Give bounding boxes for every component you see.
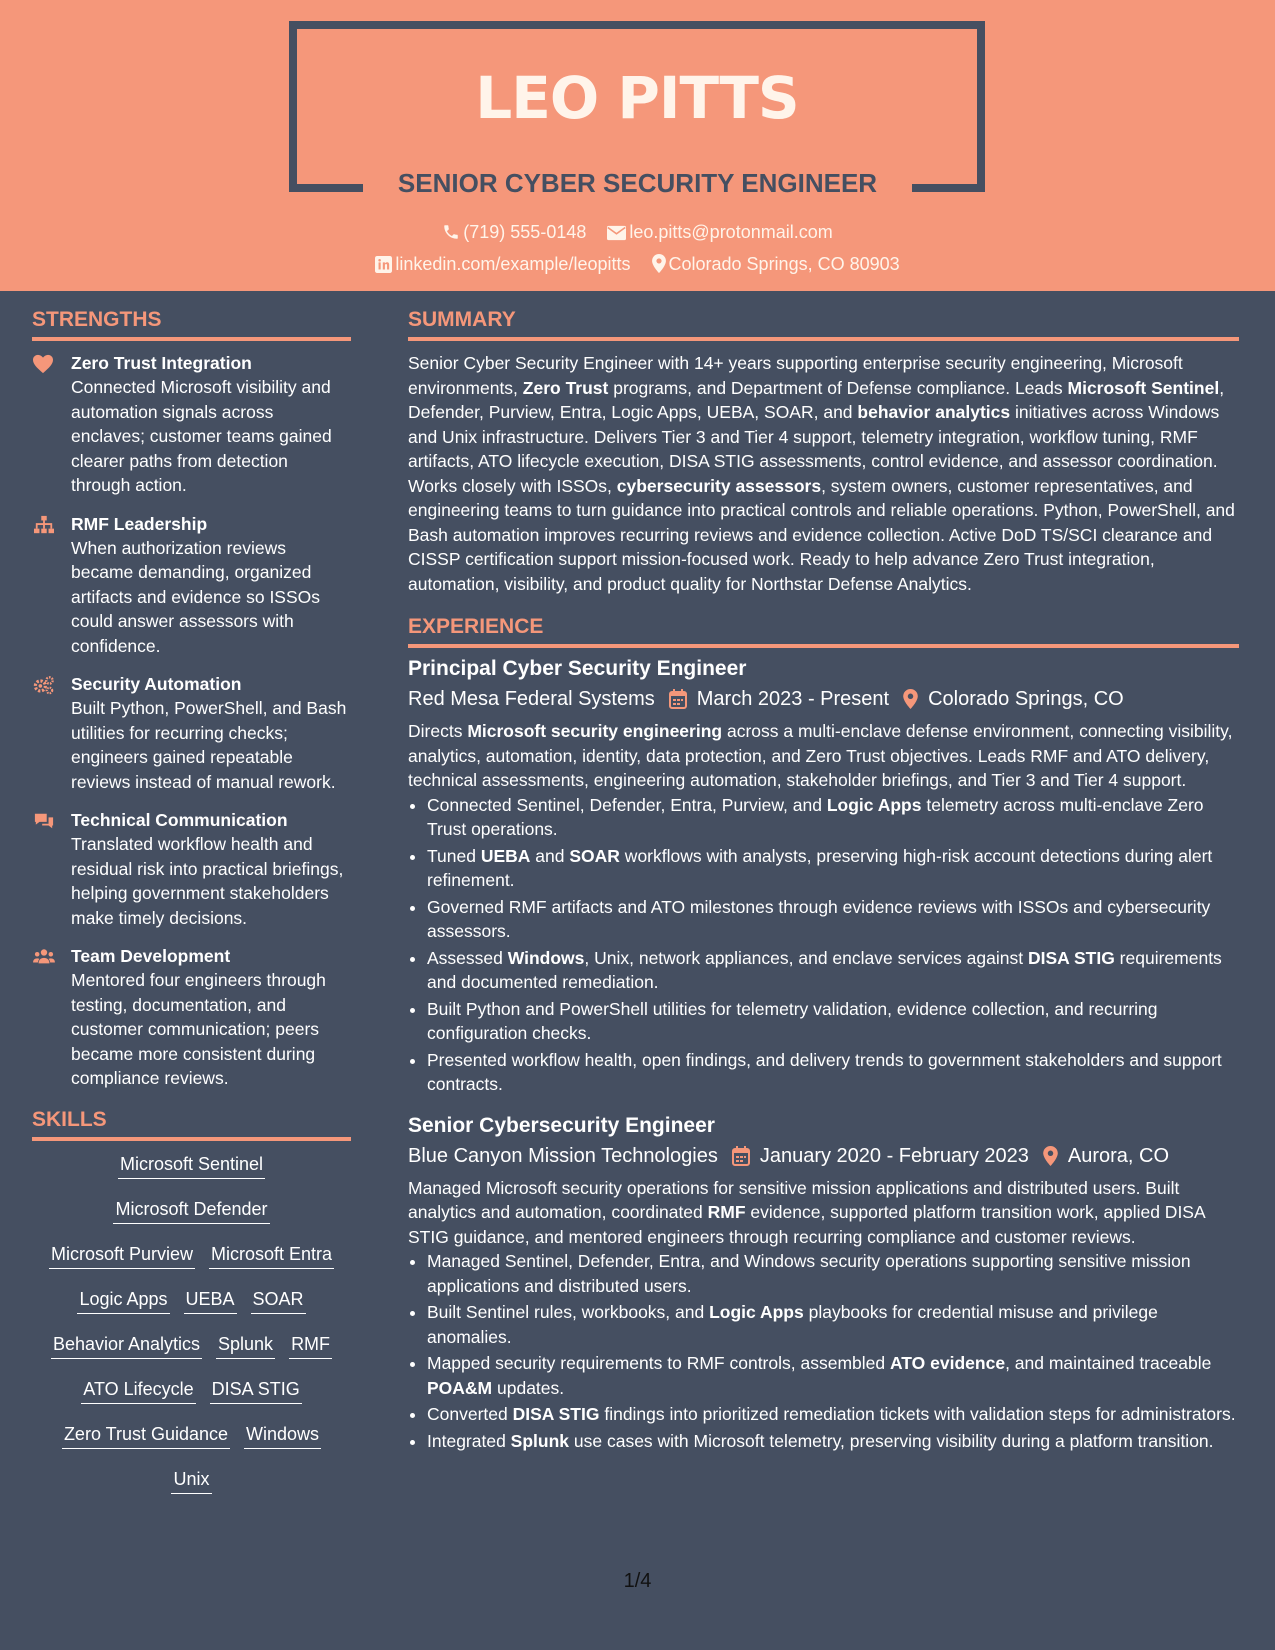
skill-row xyxy=(32,1376,351,1404)
skill-row xyxy=(32,1151,351,1179)
text-run: Assessed xyxy=(427,947,508,968)
gears-icon xyxy=(32,675,56,695)
text-run: , Defender, Purview, Entra, Logic Apps, UEBA, SOAR, and xyxy=(408,377,1225,422)
strength-title: RMF Leadership xyxy=(71,513,208,534)
bold-text: DISA STIG xyxy=(512,1404,600,1424)
job-company: Red Mesa Federal Systems xyxy=(408,688,655,710)
job-bullet xyxy=(427,1249,1239,1298)
strength-item xyxy=(32,672,351,794)
text-run: Presented workflow health, open findings, and delivery trends to government stakeholders and support contracts. xyxy=(427,1049,1222,1094)
job-bullet xyxy=(427,997,1239,1046)
text-run: Directs xyxy=(408,721,468,741)
skill-row xyxy=(32,1466,351,1494)
contact-row-1 xyxy=(0,220,1275,244)
map-marker-icon xyxy=(1043,1146,1058,1166)
job-bullet xyxy=(427,946,1239,995)
map-marker-icon xyxy=(903,689,918,709)
text-run: updates. xyxy=(492,1377,565,1398)
calendar-icon xyxy=(669,689,687,709)
text-run: programs, and Department of Defense compliance. Leads xyxy=(608,377,1068,398)
strength-item xyxy=(32,512,351,659)
text-run: Integrated xyxy=(427,1430,511,1451)
skill-tag: UEBA xyxy=(184,1286,237,1314)
job-bullet xyxy=(427,895,1239,944)
users-icon xyxy=(32,947,56,967)
text-run: across a multi-enclave defense environment, connecting visibility, analytics, automation, identity, data protection, and Zero Trust objectives. Leads RMF and ATO delivery, technical assessments, engineering automation, stakeholder briefings, and Tier 3 and Tier 4 support. xyxy=(408,721,1233,790)
right-column xyxy=(408,305,1239,1455)
text-run: Managed Microsoft security operations for sensitive mission applications and distributed users. Built analytics and automation, coordinated xyxy=(408,1177,1180,1222)
candidate-role: SENIOR CYBER SECURITY ENGINEER xyxy=(397,168,878,198)
skill-row xyxy=(32,1286,351,1314)
job-bullets xyxy=(408,1249,1239,1453)
sitemap-icon xyxy=(32,515,56,535)
text-run: Tuned xyxy=(427,845,481,866)
skill-row xyxy=(32,1331,351,1359)
job-title: Senior Cybersecurity Engineer xyxy=(408,1113,715,1137)
text-run: Managed Sentinel, Defender, Entra, and Windows security operations supporting sensitive mission applications and distributed users. xyxy=(427,1251,1191,1296)
bold-text: Splunk xyxy=(510,1430,570,1451)
text-run: , Unix, network appliances, and enclave services against xyxy=(584,947,1028,968)
job-bullet xyxy=(427,1300,1239,1349)
bold-text: ATO evidence xyxy=(889,1353,1006,1373)
bold-text: Microsoft security engineering xyxy=(467,721,723,741)
bold-text: behavior analytics xyxy=(857,402,1011,422)
skill-tag: RMF xyxy=(289,1331,332,1359)
phone-contact xyxy=(442,222,591,242)
strength-title: Zero Trust Integration xyxy=(71,353,252,373)
job-intro xyxy=(408,719,1239,793)
job-intro xyxy=(408,1176,1239,1250)
email-contact[interactable] xyxy=(607,222,832,242)
job-entry xyxy=(408,654,1239,1097)
header-frame-corner-left xyxy=(289,184,363,192)
text-run: Mapped security requirements to RMF controls, assembled xyxy=(427,1353,890,1373)
skills-heading: SKILLS xyxy=(32,1105,351,1141)
text-run: initiatives across Windows and Unix infrastructure. Delivers Tier 3 and Tier 4 support, telemetry integration, workflow tuning, RMF artifacts, ATO lifecycle execution, DISA STIG assessments, control evidence, and assessor coordination. Works closely with ISSOs, xyxy=(408,402,1220,496)
text-run: telemetry across multi-enclave Zero Trust operations. xyxy=(427,794,1204,839)
skill-tag: Zero Trust Guidance xyxy=(62,1421,230,1449)
skill-tag: Logic Apps xyxy=(77,1286,169,1314)
bold-text: Windows xyxy=(507,947,585,968)
summary-text xyxy=(408,351,1239,596)
bold-text: Logic Apps xyxy=(709,1302,804,1322)
text-run: Converted xyxy=(427,1404,513,1424)
skill-tag: Microsoft Sentinel xyxy=(118,1151,265,1179)
job-bullet xyxy=(427,1351,1239,1400)
location-contact xyxy=(652,254,900,274)
skill-tag: Behavior Analytics xyxy=(51,1331,202,1359)
skills-list xyxy=(32,1151,351,1494)
skill-tag: Microsoft Purview xyxy=(49,1241,195,1269)
bold-text: POA&M xyxy=(427,1377,493,1398)
strength-item xyxy=(32,944,351,1091)
skill-tag: Splunk xyxy=(216,1331,275,1359)
bold-text: UEBA xyxy=(480,845,531,866)
envelope-icon xyxy=(607,225,626,241)
candidate-name: LEO PITTS xyxy=(475,64,799,132)
job-bullet xyxy=(427,793,1239,842)
skill-row xyxy=(32,1421,351,1449)
skill-tag: Microsoft Entra xyxy=(209,1241,334,1269)
comments-icon xyxy=(32,811,56,831)
skill-tag: Windows xyxy=(244,1421,321,1449)
map-marker-icon xyxy=(652,254,666,273)
phone-icon xyxy=(442,223,460,241)
linkedin-contact[interactable] xyxy=(375,254,635,274)
job-meta xyxy=(408,1141,1239,1171)
skill-tag: Microsoft Defender xyxy=(113,1196,269,1224)
strength-description: When authorization reviews became demanding, organized artifacts and evidence so ISSOs could answer assessors with confidence. xyxy=(71,537,321,656)
strength-title: Technical Communication xyxy=(71,810,288,830)
job-bullets xyxy=(408,793,1239,1097)
text-run: , system owners, customer representatives, and engineering teams to turn guidance into practical controls and reliable operations. Python, PowerShell, and Bash automation improves recurring reviews and evidence collection. Active DoD TS/SCI clearance and CISSP certification support mission-focused work. Ready to help advance Zero Trust integration, automation, visibility, and product quality for Northstar Defense Analytics. xyxy=(408,475,1235,594)
skill-tag: ATO Lifecycle xyxy=(81,1376,195,1404)
text-run: Built Sentinel rules, workbooks, and xyxy=(427,1302,710,1322)
left-column xyxy=(32,305,351,1511)
job-bullet xyxy=(427,1429,1239,1454)
text-run: findings into prioritized remediation tickets with validation steps for administrators. xyxy=(599,1404,1236,1424)
header-frame-corner-right xyxy=(912,184,985,192)
bold-text: cybersecurity assessors xyxy=(616,475,822,496)
strength-description: Mentored four engineers through testing, documentation, and customer communication; peers became more consistent during compliance reviews. xyxy=(71,970,326,1088)
skill-tag: DISA STIG xyxy=(210,1376,302,1404)
strength-description: Connected Microsoft visibility and automation signals across enclaves; customer teams gained clearer paths from detection through action. xyxy=(71,377,332,495)
text-run: Governed RMF artifacts and ATO milestones through evidence reviews with ISSOs and cybersecurity assessors. xyxy=(427,896,1211,941)
text-run: workflows with analysts, preserving high-risk account detections during alert refinement. xyxy=(427,845,1213,890)
job-company: Blue Canyon Mission Technologies xyxy=(408,1144,718,1167)
job-dates: January 2020 - February 2023 xyxy=(732,1141,1029,1171)
skill-tag: SOAR xyxy=(251,1286,306,1314)
linkedin-text: linkedin.com/example/leopitts xyxy=(395,254,631,274)
heart-icon xyxy=(32,354,56,374)
text-run: evidence, supported platform transition work, applied DISA STIG guidance, and mentored engineers through recurring compliance and customer reviews. xyxy=(408,1202,1205,1247)
text-run: Built Python and PowerShell utilities for telemetry validation, evidence collection, and recurring configuration checks. xyxy=(427,998,1158,1043)
calendar-icon xyxy=(732,1146,750,1166)
text-run: Senior Cyber Security Engineer with 14+ years supporting enterprise security engineering, Microsoft environments, xyxy=(408,353,1183,398)
text-run: Connected Sentinel, Defender, Entra, Purview, and xyxy=(427,794,827,815)
text-run: use cases with Microsoft telemetry, preserving visibility during a platform transition. xyxy=(569,1430,1214,1451)
summary-heading: SUMMARY xyxy=(408,305,1239,341)
job-bullet xyxy=(427,1048,1239,1097)
bold-text: DISA STIG xyxy=(1027,947,1115,968)
skill-row xyxy=(32,1241,351,1269)
job-title: Principal Cyber Security Engineer xyxy=(408,657,747,680)
resume-header xyxy=(0,0,1275,291)
job-bullet xyxy=(427,1402,1239,1427)
strength-description: Translated workflow health and residual risk into practical briefings, helping government stakeholders make timely decisions. xyxy=(71,834,344,928)
linkedin-icon xyxy=(375,256,392,273)
job-dates: March 2023 - Present xyxy=(669,684,889,714)
email-text: leo.pitts@protonmail.com xyxy=(629,222,833,242)
strengths-heading: STRENGTHS xyxy=(32,305,351,341)
strength-description: Built Python, PowerShell, and Bash utilities for recurring checks; engineers gained repeatable reviews instead of manual rework. xyxy=(71,698,347,792)
strength-item xyxy=(32,351,351,498)
skill-tag: Unix xyxy=(171,1466,211,1494)
bold-text: Logic Apps xyxy=(826,794,922,815)
strength-title: Team Development xyxy=(71,946,231,966)
strength-title: Security Automation xyxy=(71,674,242,694)
phone-text: (719) 555-0148 xyxy=(463,222,587,242)
job-bullet xyxy=(427,844,1239,893)
text-run: and xyxy=(530,845,570,866)
bold-text: SOAR xyxy=(569,845,620,866)
page-indicator: 1/4 xyxy=(623,1570,652,1592)
job-location: Colorado Springs, CO xyxy=(903,684,1124,714)
text-run: playbooks for credential misuse and privilege anomalies. xyxy=(427,1302,1158,1347)
skill-row xyxy=(32,1196,351,1224)
text-run: requirements and documented remediation. xyxy=(427,947,1222,992)
bold-text: Zero Trust xyxy=(522,377,609,398)
experience-list xyxy=(408,654,1239,1453)
strengths-list xyxy=(32,351,351,1091)
experience-heading: EXPERIENCE xyxy=(408,612,1239,648)
strength-item xyxy=(32,808,351,930)
job-location: Aurora, CO xyxy=(1043,1141,1169,1171)
job-meta xyxy=(408,684,1239,714)
text-run: , and maintained traceable xyxy=(1005,1353,1212,1373)
contact-row-2 xyxy=(0,252,1275,276)
location-text: Colorado Springs, CO 80903 xyxy=(668,254,900,274)
bold-text: Microsoft Sentinel xyxy=(1067,377,1220,398)
bold-text: RMF xyxy=(707,1202,746,1222)
job-entry xyxy=(408,1111,1239,1454)
